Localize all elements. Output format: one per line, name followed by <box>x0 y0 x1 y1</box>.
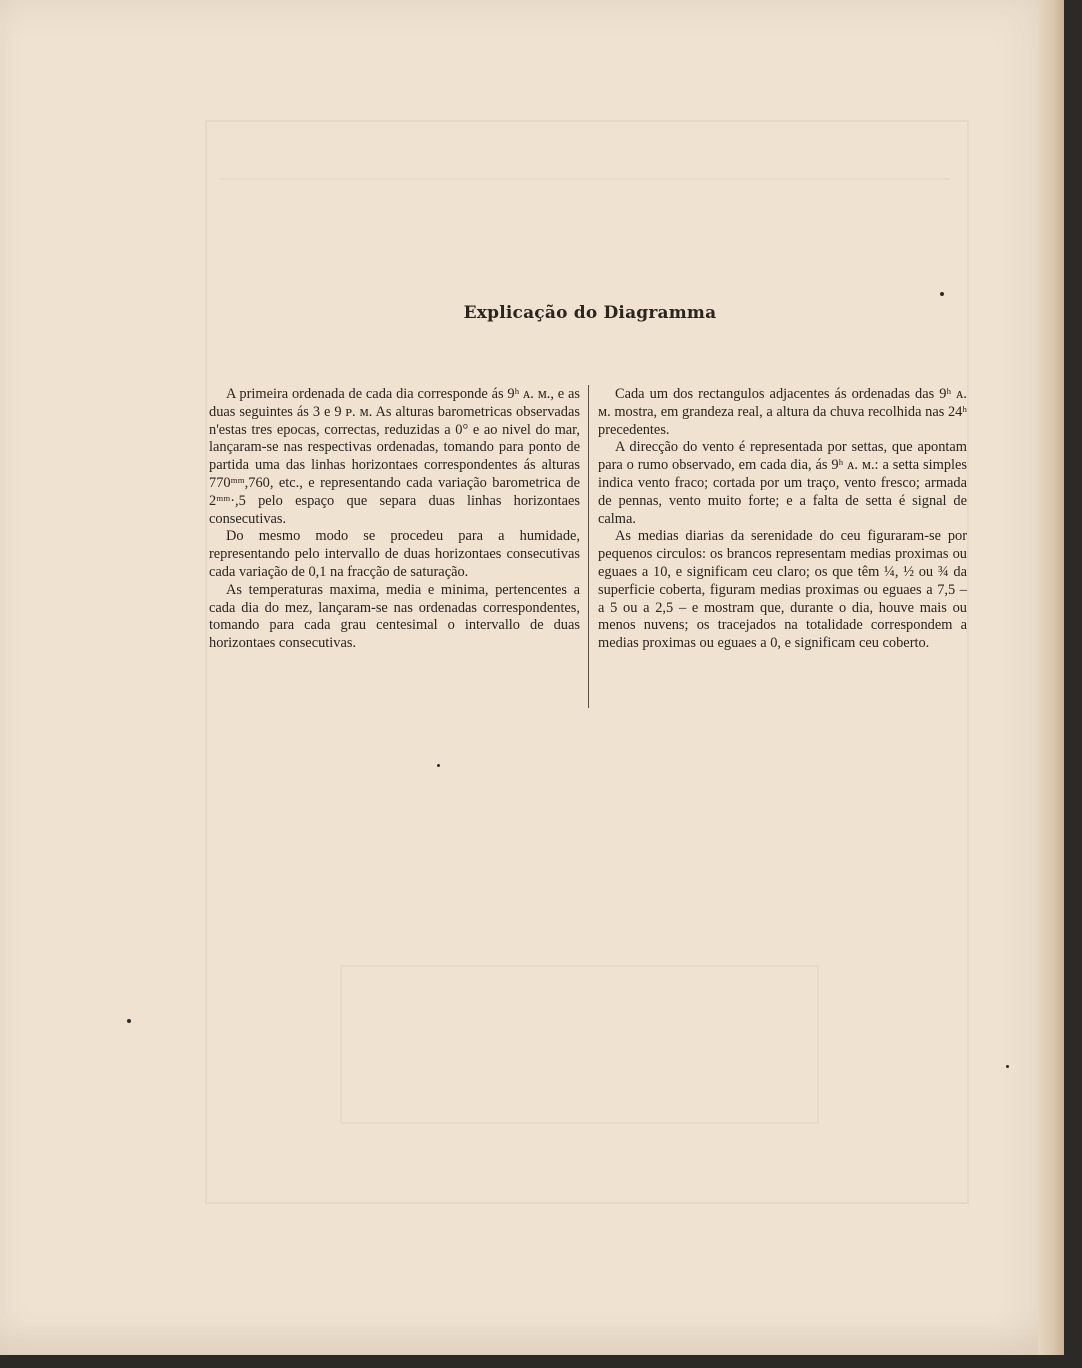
right-paragraph-3: As medias diarias da serenidade do ceu figuraram-se por pequenos circulos: os brancos representam medias proximas ou eguaes a 10, e significam ceu claro; os que têm ¼, ½ ou ¾ da superficie coberta, figuram medias proximas ou eguaes a 7,5 – a 5 ou a 2,5 – e mostram que, durante o dia, houve mais ou menos nuvens; os tracejados na totalidade correspondem a medias proximas ou eguaes a 0, e significam ceu coberto. <box>598 528 967 652</box>
right-paragraph-2: A direcção do vento é representada por settas, que apontam para o rumo observado, em cada dia, ás 9ʰ ᴀ. ᴍ.: a setta simples indica vento fraco; cortada por um traço, vento fresco; armada de pennas, vento muito forte; e a falta de setta é signal de calma. <box>598 439 967 527</box>
paper-speck <box>1006 1065 1009 1068</box>
right-column <box>598 386 967 653</box>
column-divider <box>588 385 589 708</box>
right-paragraph-1: Cada um dos rectangulos adjacentes ás ordenadas das 9ʰ ᴀ. ᴍ. mostra, em grandeza real, a altura da chuva recolhida nas 24ʰ precedentes. <box>598 386 967 438</box>
paper-speck <box>127 1019 131 1023</box>
paper-speck <box>437 764 440 767</box>
document-title: Explicação do Diagramma <box>463 303 717 323</box>
show-through-header-line <box>220 148 950 180</box>
paper-speck <box>940 292 944 296</box>
left-column <box>209 386 580 653</box>
left-paragraph-2: Do mesmo modo se procedeu para a humidade, representando pelo intervallo de duas horizontaes consecutivas cada variação de 0,1 na fracção de saturação. <box>209 528 580 580</box>
show-through-table <box>340 965 819 1124</box>
left-paragraph-1: A primeira ordenada de cada dia corresponde ás 9ʰ ᴀ. ᴍ., e as duas seguintes ás 3 e 9 ᴘ. ᴍ. As alturas barometricas observadas n'estas tres epocas, correctas, reduzidas a 0° e ao nivel do mar, lançaram-se nas respectivas ordenadas, tomando para ponto de partida uma das linhas horizontaes correspondentes ás alturas 770ᵐᵐ,760, etc., e representando cada variação barometrica de 2ᵐᵐ·,5 pelo espaço que separa duas linhas horizontaes consecutivas. <box>209 386 580 527</box>
left-paragraph-3: As temperaturas maxima, media e minima, pertencentes a cada dia do mez, lançaram-se nas ordenadas correspondentes, tomando para cada grau centesimal o intervallo de duas horizontaes consecutivas. <box>209 581 580 652</box>
page-edge <box>1038 0 1064 1355</box>
